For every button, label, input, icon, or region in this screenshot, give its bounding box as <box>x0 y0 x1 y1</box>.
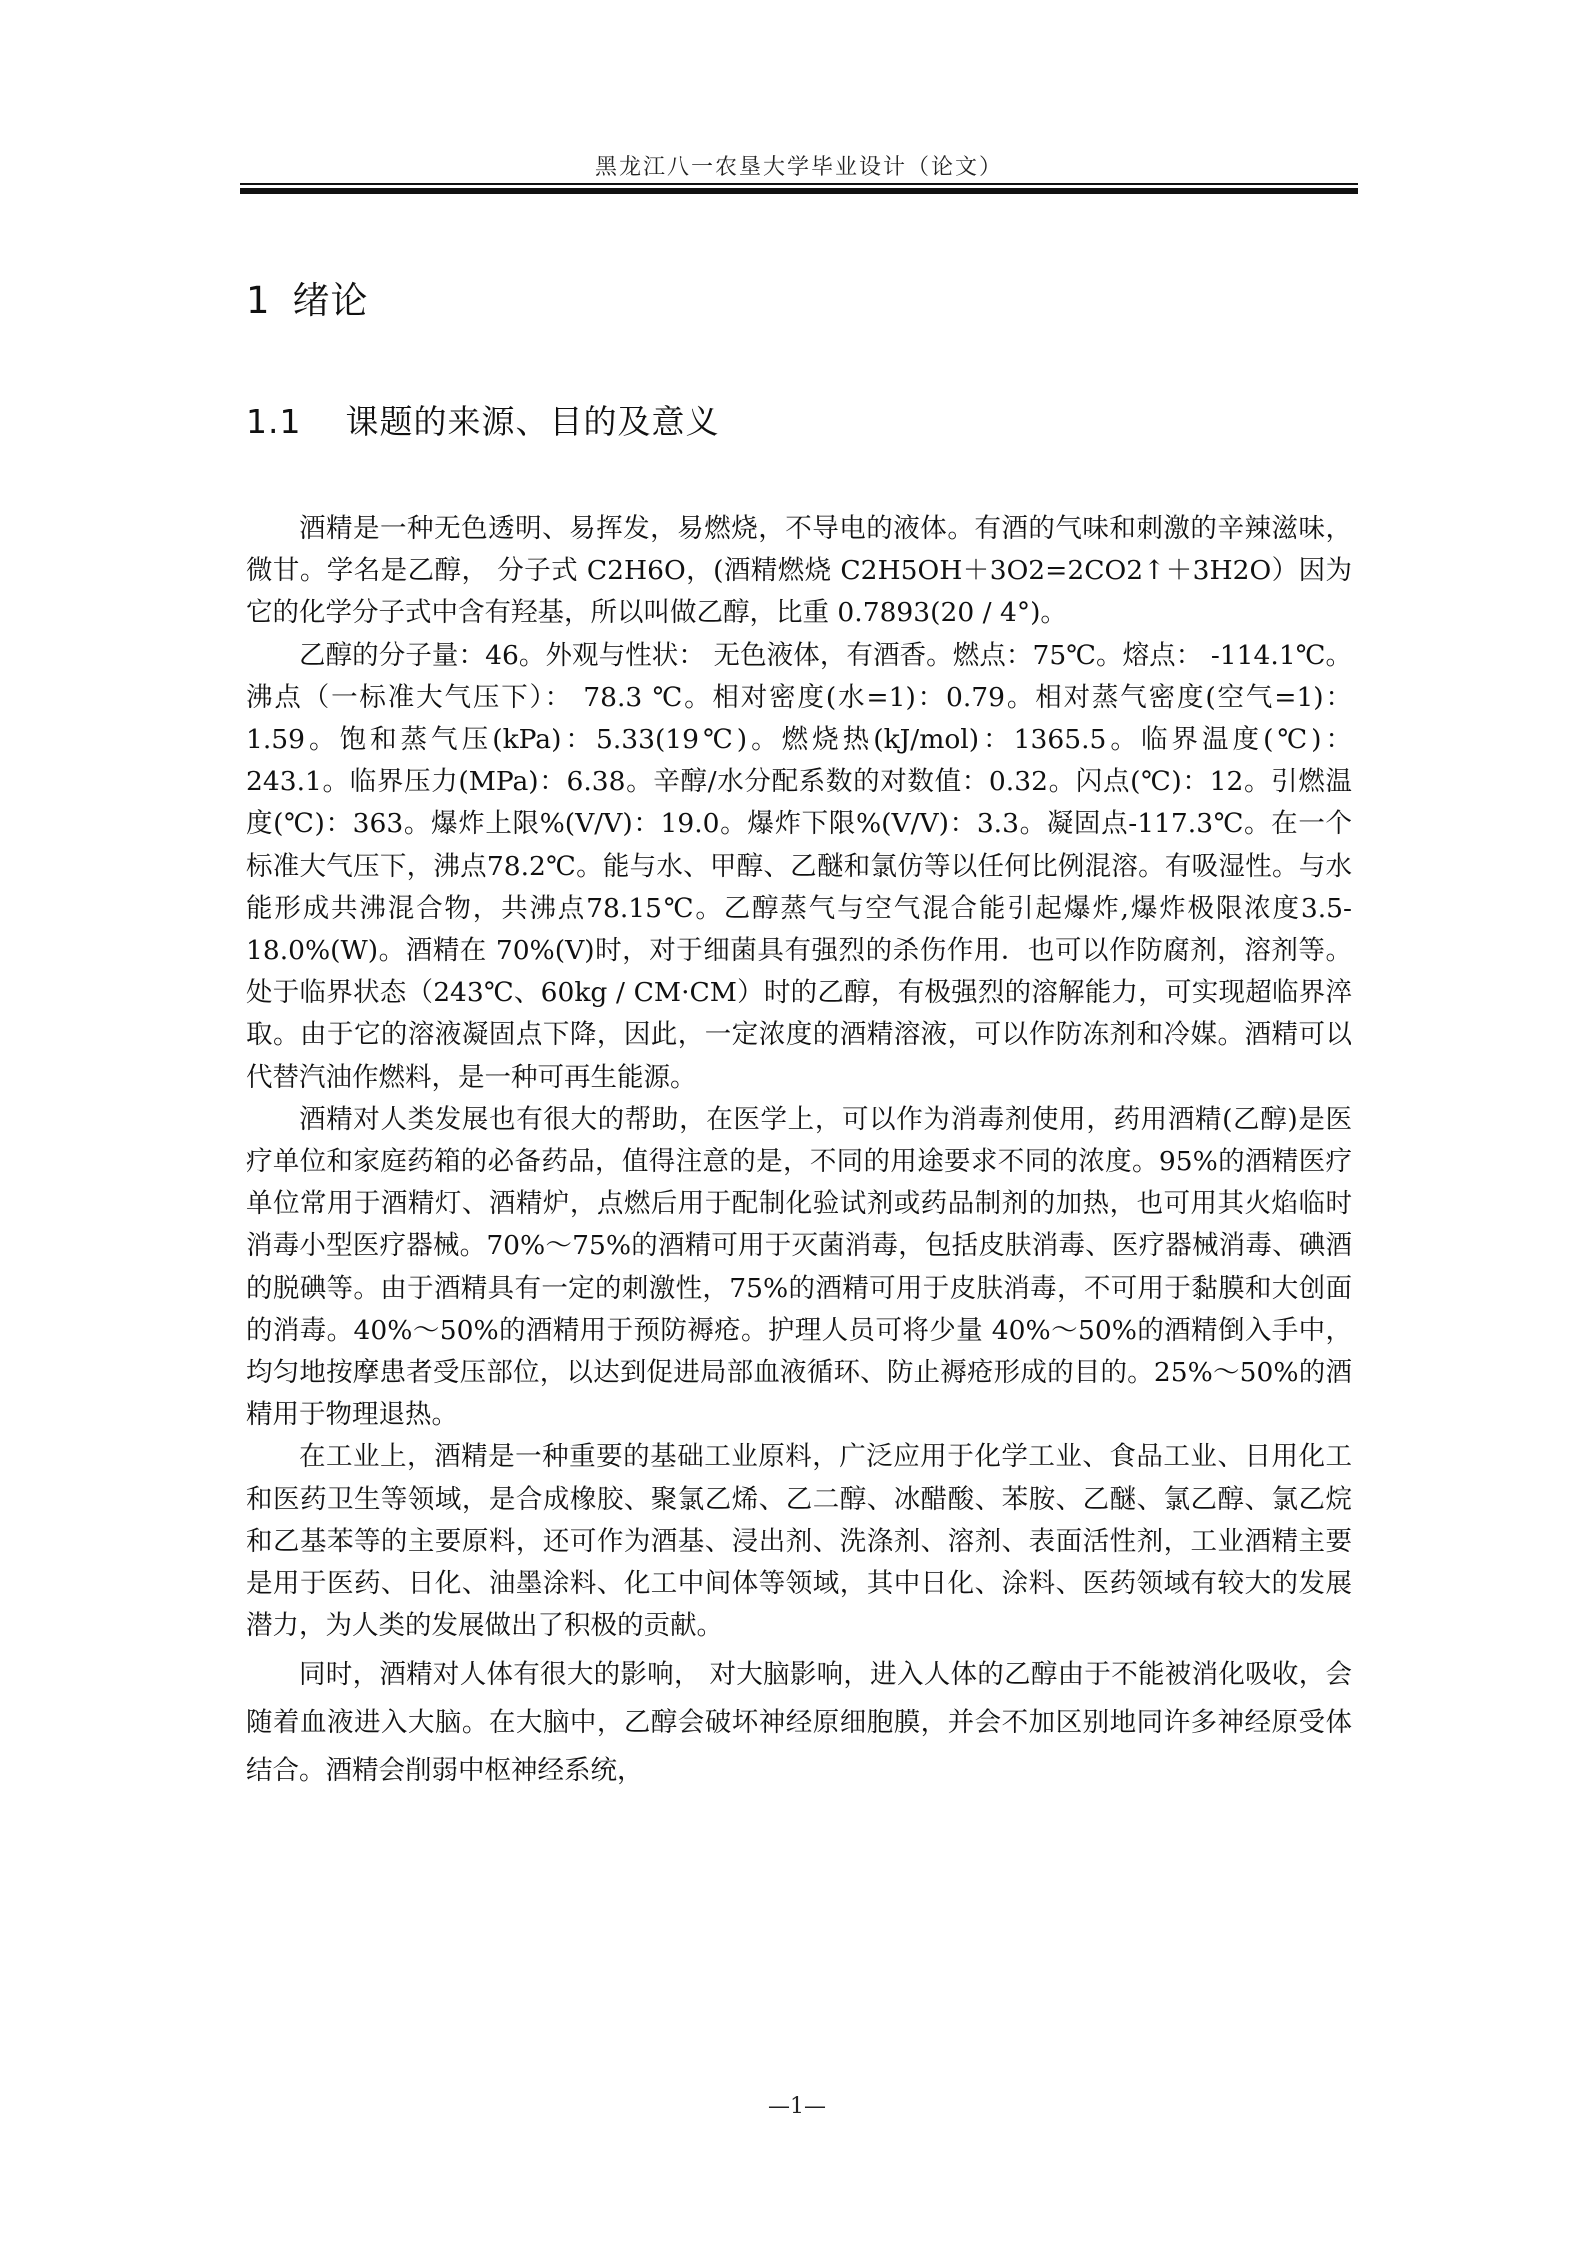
paragraph-health-effects: 同时，酒精对人体有很大的影响， 对大脑影响，进入人体的乙醇由于不能被消化吸收，会随着血液进入大脑。在大脑中，乙醇会破坏神经原细胞膜，并会不加区别地同许多神经原受体结合。酒精会削弱中枢神经系统， <box>246 1659 1352 1787</box>
paragraph-ethanol-intro: 酒精是一种无色透明、易挥发，易燃烧，不导电的液体。有酒的气味和刺激的辛辣滋味，微甘。学名是乙醇， 分子式 C2H6O，(酒精燃烧 C2H5OH＋3O2=2CO2↑＋3H2O）因为它的化学分子式中含有羟基，所以叫做乙醇，比重 0.7893(20 / 4°)。 <box>246 513 1352 629</box>
chapter-number: 1 <box>246 279 271 322</box>
chapter-heading <box>246 270 369 324</box>
header-rule-thick <box>240 188 1358 194</box>
paragraph-ethanol-properties: 乙醇的分子量：46。外观与性状： 无色液体，有酒香。燃点：75℃。熔点： -114.1℃。沸点（一标准大气压下）： 78.3 ℃。相对密度(水=1)：0.79。相对蒸气密度(空气=1)：1.59。饱和蒸气压(kPa)：5.33(19℃)。燃烧热(kJ/mol)：1365.5。临界温度(℃)： 243.1。临界压力(MPa)：6.38。辛醇/水分配系数的对数值：0.32。闪点(℃)：12。引燃温度(℃)：363。爆炸上限%(V/V)：19.0。爆炸下限%(V/V)：3.3。凝固点-117.3℃。在一个标准大气压下，沸点78.2℃。能与水、甲醇、乙醚和氯仿等以任何比例混溶。有吸湿性。与水能形成共沸混合物，共沸点78.15℃。乙醇蒸气与空气混合能引起爆炸,爆炸极限浓度3.5-18.0%(W)。酒精在 70%(V)时，对于细菌具有强烈的杀伤作用．也可以作防腐剂，溶剂等。处于临界状态（243℃、60kg / CM·CM）时的乙醇，有极强烈的溶解能力，可实现超临界淬取。由于它的溶液凝固点下降，因此，一定浓度的酒精溶液，可以作防冻剂和冷媒。酒精可以代替汽油作燃料，是一种可再生能源。 <box>246 639 1352 1093</box>
running-header: 黑龙江八一农垦大学毕业设计（论文） <box>594 155 1003 180</box>
paragraph-industrial-uses: 在工业上，酒精是一种重要的基础工业原料，广泛应用于化学工业、食品工业、日用化工和医药卫生等领域，是合成橡胶、聚氯乙烯、乙二醇、冰醋酸、苯胺、乙醚、氯乙醇、氯乙烷和乙基苯等的主要原料，还可作为酒基、浸出剂、洗涤剂、溶剂、表面活性剂，工业酒精主要是用于医药、日化、油墨涂料、化工中间体等领域，其中日化、涂料、医药领域有较大的发展潜力，为人类的发展做出了积极的贡献。 <box>246 1441 1352 1642</box>
section-title: 课题的来源、目的及意义 <box>345 402 720 441</box>
chapter-title: 绪论 <box>292 279 369 322</box>
body-text <box>246 508 1352 1795</box>
page-number: —1— <box>768 2094 826 2119</box>
section-number: 1.1 <box>246 402 302 441</box>
paragraph-medical-uses: 酒精对人类发展也有很大的帮助，在医学上，可以作为消毒剂使用，药用酒精(乙醇)是医疗单位和家庭药箱的必备药品，值得注意的是，不同的用途要求不同的浓度。95%的酒精医疗单位常用于酒精灯、酒精炉，点燃后用于配制化验试剂或药品制剂的加热，也可用其火焰临时消毒小型医疗器械。70%～75%的酒精可用于灭菌消毒，包括皮肤消毒、医疗器械消毒、碘酒的脱碘等。由于酒精具有一定的刺激性，75%的酒精可用于皮肤消毒，不可用于黏膜和大创面的消毒。40%～50%的酒精用于预防褥疮。护理人员可将少量 40%～50%的酒精倒入手中，均匀地按摩患者受压部位，以达到促进局部血液循环、防止褥疮形成的目的。25%～50%的酒精用于物理退热。 <box>246 1103 1352 1431</box>
header-rule-thin <box>240 183 1358 185</box>
section-heading <box>246 396 719 443</box>
